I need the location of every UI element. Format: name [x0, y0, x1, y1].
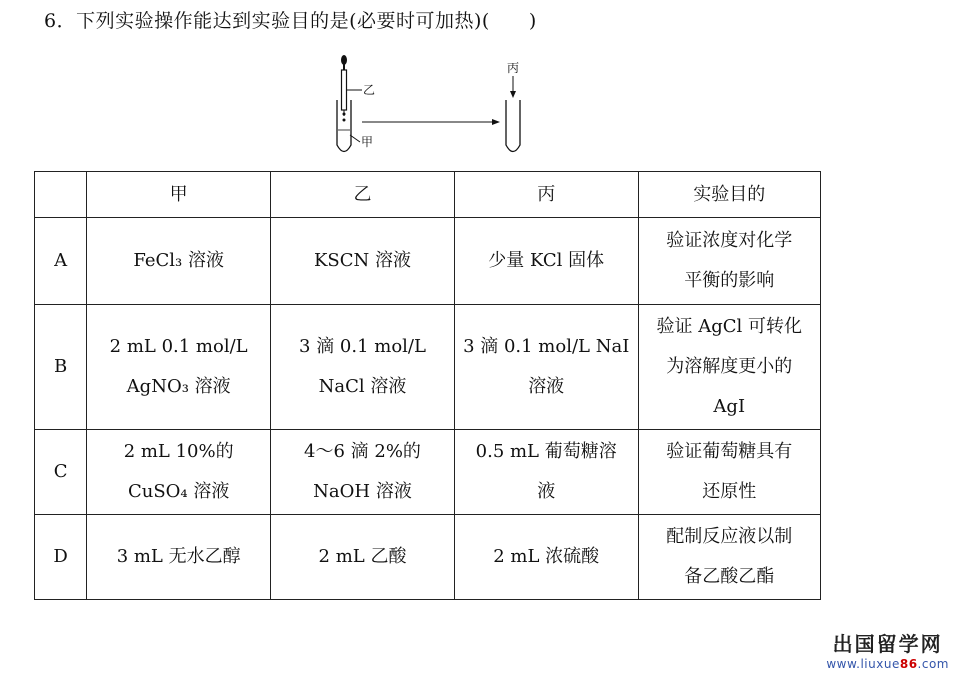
cell-line: 2 mL 10%的: [123, 441, 234, 462]
cell-bing: [454, 305, 638, 430]
table-row: [35, 218, 821, 305]
option-label: B: [35, 305, 87, 430]
transfer-arrow-head: [492, 119, 500, 125]
watermark-url-suffix: .com: [917, 657, 949, 671]
header-blank: [35, 172, 87, 218]
cell-line: 3 滴 0.1 mol/L: [299, 336, 426, 357]
cell-yi: [271, 305, 455, 430]
cell-line: 配制反应液以制: [666, 526, 793, 547]
cell-line: NaOH 溶液: [313, 481, 412, 502]
cell-line: 液: [537, 481, 556, 502]
cell-purpose: [638, 515, 821, 600]
cell-yi: [271, 515, 455, 600]
dropper-tube: [342, 70, 347, 110]
cell-line: 溶液: [528, 376, 565, 397]
header-yi: 乙: [271, 172, 455, 218]
table-row: [35, 430, 821, 515]
question-stem: [44, 6, 537, 33]
cell-jia: [87, 305, 271, 430]
option-label: A: [35, 218, 87, 305]
cell-line: 为溶解度更小的: [666, 356, 793, 377]
down-arrow-head: [510, 91, 516, 98]
cell-line: CuSO₄ 溶液: [127, 481, 230, 502]
question-number: 6．: [44, 10, 77, 32]
cell-purpose: [638, 305, 821, 430]
cell-line: 少量 KCl 固体: [488, 250, 605, 271]
apparatus-svg: [300, 50, 540, 160]
cell-line: 2 mL 浓硫酸: [493, 546, 600, 567]
dropper-bulb: [341, 55, 347, 65]
cell-line: NaCl 溶液: [318, 376, 407, 397]
cell-purpose: [638, 218, 821, 305]
drop-2: [343, 119, 346, 122]
cell-jia: [87, 515, 271, 600]
cell-jia: [87, 218, 271, 305]
cell-purpose: [638, 430, 821, 515]
cell-line: 验证葡萄糖具有: [666, 441, 793, 462]
cell-line: 验证 AgCl 可转化: [656, 316, 802, 337]
table-row: [35, 305, 821, 430]
cell-line: AgI: [713, 396, 746, 417]
cell-line: 2 mL 0.1 mol/L: [109, 336, 248, 357]
cell-line: KSCN 溶液: [313, 250, 411, 271]
cell-line: 2 mL 乙酸: [318, 546, 407, 567]
experiment-table: [34, 171, 821, 600]
site-watermark: [826, 628, 949, 671]
cell-line: 备乙酸乙酯: [684, 566, 775, 587]
option-label: D: [35, 515, 87, 600]
cell-jia: [87, 430, 271, 515]
cell-line: 还原性: [702, 481, 757, 502]
option-label: C: [35, 430, 87, 515]
cell-line: AgNO₃ 溶液: [126, 376, 231, 397]
apparatus-diagram: [300, 50, 540, 160]
test-tube-bing: [506, 100, 520, 152]
label-bing: 丙: [507, 61, 520, 75]
watermark-title: 出国留学网: [832, 632, 943, 656]
cell-line: 3 mL 无水乙醇: [116, 546, 241, 567]
cell-line: 4～6 滴 2%的: [304, 441, 421, 462]
cell-line: FeCl₃ 溶液: [133, 250, 224, 271]
cell-line: 平衡的影响: [684, 270, 775, 291]
watermark-url-num: 86: [899, 657, 918, 671]
cell-yi: [271, 430, 455, 515]
question-text: 下列实验操作能达到实验目的是(必要时可加热)( ): [76, 10, 537, 32]
watermark-url-prefix: www.liuxue: [826, 657, 900, 671]
label-yi: 乙: [363, 83, 376, 97]
label-jia: 甲: [361, 135, 374, 149]
header-jia: 甲: [87, 172, 271, 218]
cell-bing: [454, 430, 638, 515]
header-purpose: 实验目的: [638, 172, 821, 218]
header-bing: 丙: [454, 172, 638, 218]
watermark-url: [826, 657, 949, 671]
table-header-row: [35, 172, 821, 218]
table-row: [35, 515, 821, 600]
cell-line: 0.5 mL 葡萄糖溶: [475, 441, 617, 462]
drop-1: [343, 113, 346, 116]
cell-line: 3 滴 0.1 mol/L NaI: [463, 336, 630, 357]
cell-yi: [271, 218, 455, 305]
cell-line: 验证浓度对化学: [666, 230, 793, 251]
cell-bing: [454, 515, 638, 600]
cell-bing: [454, 218, 638, 305]
